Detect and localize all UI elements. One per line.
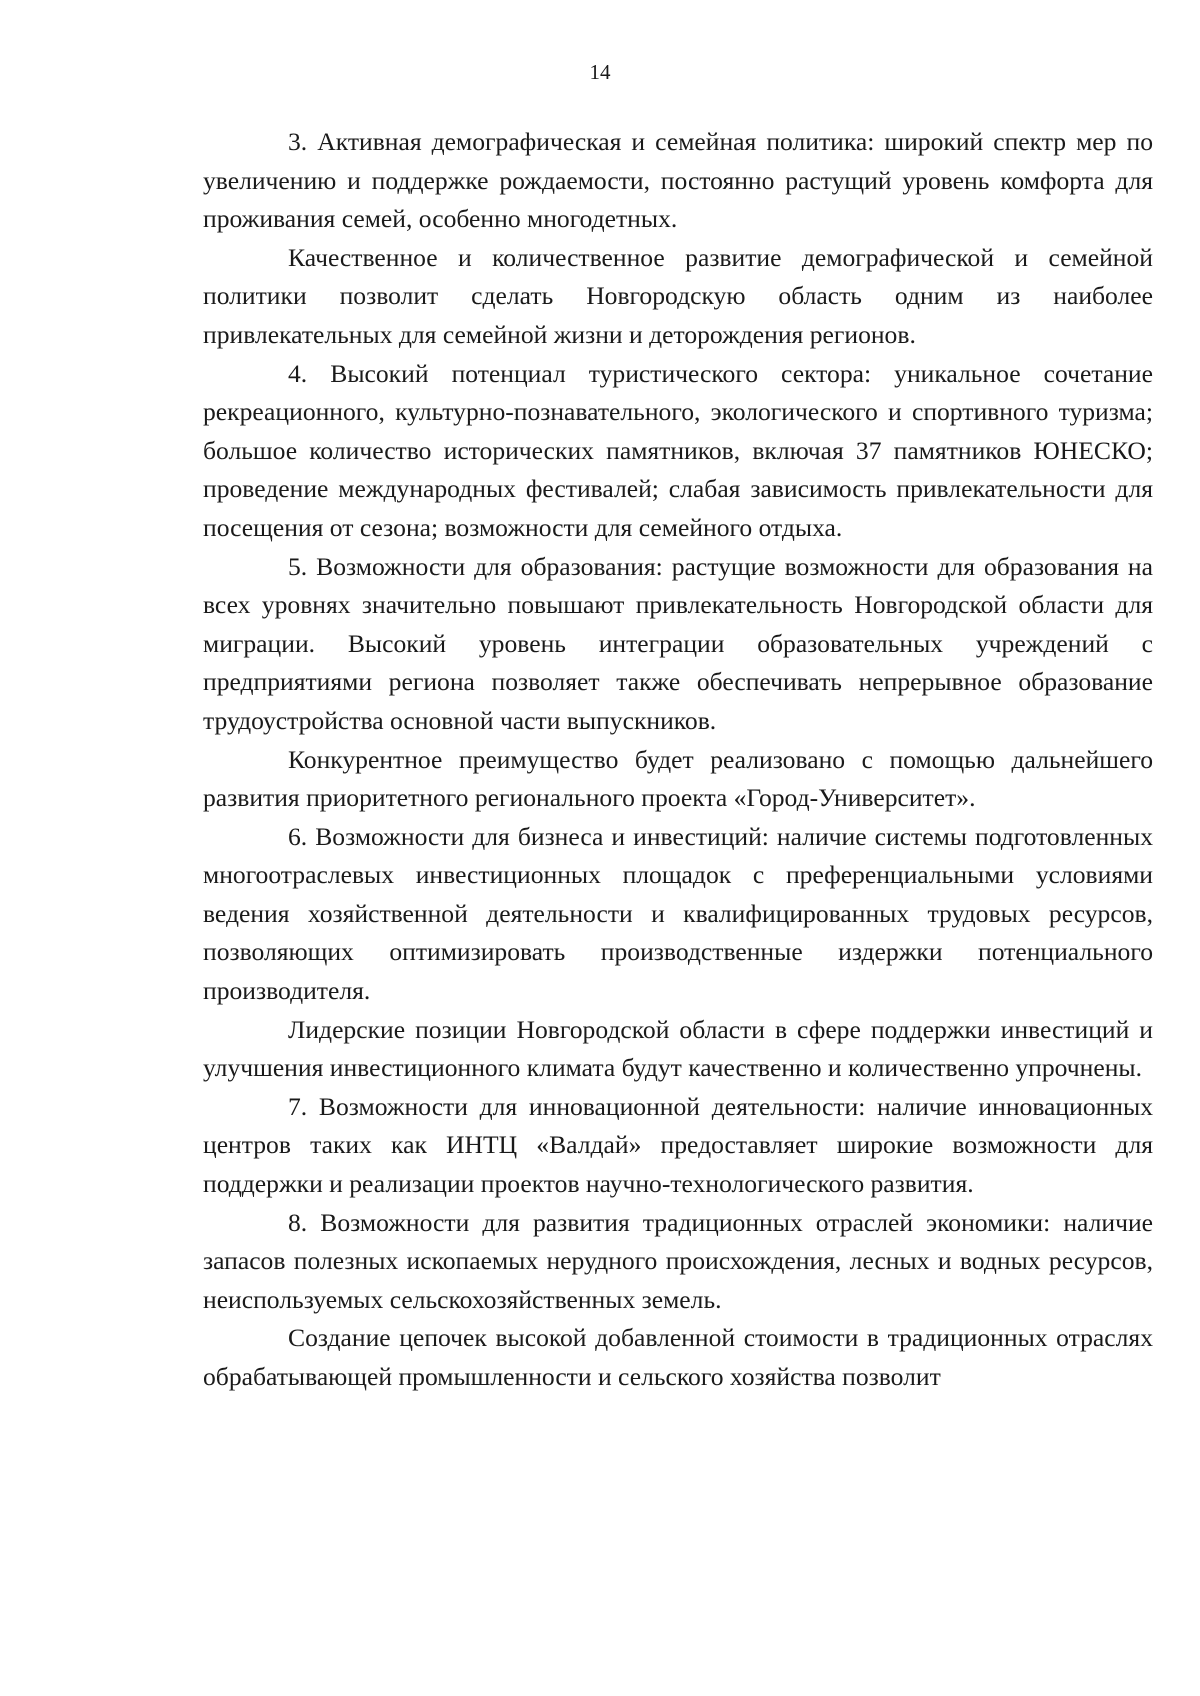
paragraph-innovation: 7. Возможности для инновационной деятельности: наличие инновационных центров таких как ИНТЦ «Валдай» предоставляет широкие возможности для поддержки и реализации проектов научно-технологического развития. [203,1091,1153,1199]
paragraph-value-chains: Создание цепочек высокой добавленной стоимости в традиционных отраслях обрабатывающей промышленности и сельского хозяйства позволит [203,1323,1153,1391]
paragraph-demographic-development: Качественное и количественное развитие демографической и семейной политики позволит сделать Новгородскую область одним из наиболее привлекательных для семейной жизни и деторождения регионов. [203,242,1153,349]
page-number: 14 [589,60,611,84]
paragraph-education: 5. Возможности для образования: растущие возможности для образования на всех уровнях значительно повышают привлекательность Новгородской области для миграции. Высокий уровень интеграции образовательных учреждений с предприятиями региона позволяет также обеспечивать непрерывное образование трудоустройства основной части выпускников. [203,551,1153,735]
paragraph-tourism: 4. Высокий потенциал туристического сектора: уникальное сочетание рекреационного, культурно-познавательного, экологического и спортивного туризма; большое количество исторических памятников, включая 37 памятников ЮНЕСКО; проведение международных фестивалей; слабая зависимость привлекательности для посещения от сезона; возможности для семейного отдыха. [203,358,1153,542]
paragraph-traditional-industries: 8. Возможности для развития традиционных отраслей экономики: наличие запасов полезных ископаемых нерудного происхождения, лесных и водных ресурсов, неиспользуемых сельскохозяйственных земель. [203,1207,1153,1314]
paragraph-leadership: Лидерские позиции Новгородской области в сфере поддержки инвестиций и улучшения инвестиционного климата будут качественно и количественно упрочнены. [203,1014,1153,1083]
paragraph-business-investment: 6. Возможности для бизнеса и инвестиций: наличие системы подготовленных многоотраслевых инвестиционных площадок с преференциальными условиями ведения хозяйственной деятельности и квалифицированных трудовых ресурсов, позволяющих оптимизировать производственные издержки потенциального производителя. [203,821,1153,1006]
document-body [203,123,1153,1397]
paragraph-competitive-advantage: Конкурентное преимущество будет реализовано с помощью дальнейшего развития приоритетного регионального проекта «Город-Университет». [203,744,1153,813]
paragraph-demographic-policy: 3. Активная демографическая и семейная политика: широкий спектр мер по увеличению и поддержке рождаемости, постоянно растущий уровень комфорта для проживания семей, особенно многодетных. [203,127,1153,234]
